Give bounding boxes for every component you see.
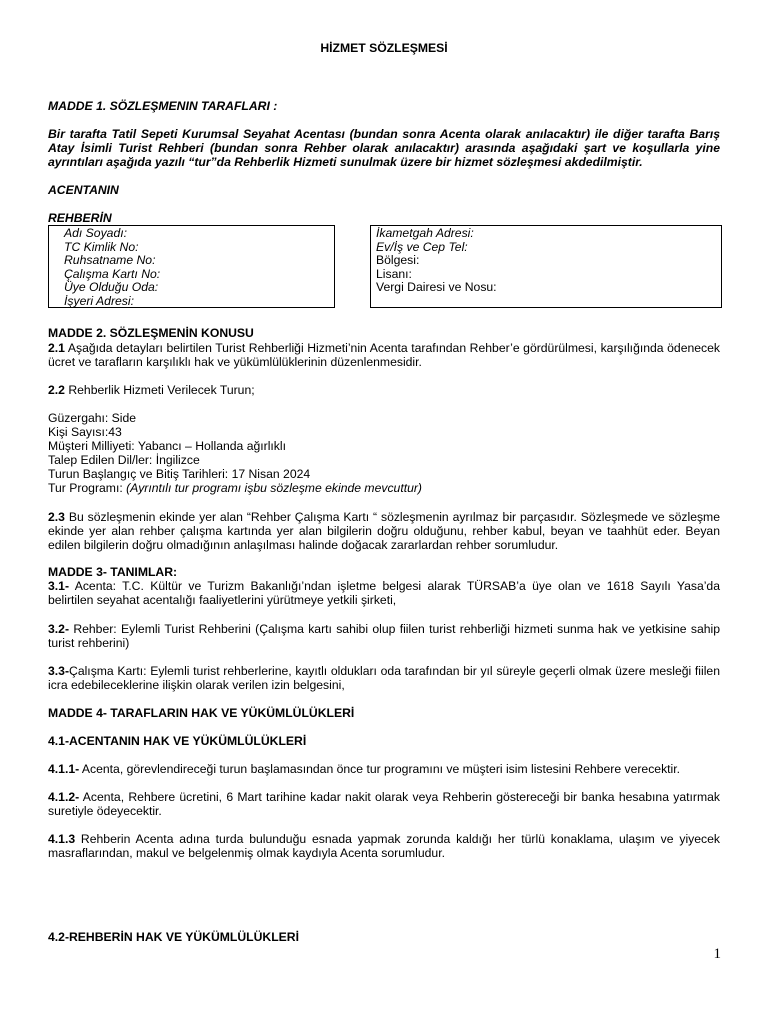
madde4-1-2-number: 4.1.2-: [48, 790, 80, 804]
madde3-2-number: 3.2-: [48, 622, 70, 636]
tour-kisi-sayisi: Kişi Sayısı:43: [48, 425, 122, 439]
tour-details: [48, 411, 720, 495]
adi-soyadi-field: Adı Soyadı:: [64, 226, 128, 240]
madde4-1-3-text: Rehberin Acenta adına turda bulunduğu esnada yapmak zorunda kaldığı her türlü konaklama, ulaşım ve yiyecek masraflarından, makul ve belgelenmiş olmak kaydıyla Acenta sorumludur.: [48, 832, 720, 860]
madde3-3-paragraph: [48, 664, 720, 692]
madde2-3-paragraph: [48, 510, 720, 552]
vergi-dairesi-field: Vergi Dairesi ve Nosu:: [376, 280, 497, 294]
rehberin-label: REHBERİN: [48, 211, 112, 225]
rehber-info-box-left: [48, 225, 335, 308]
telefon-field: Ev/İş ve Cep Tel:: [376, 239, 468, 254]
madde3-2-text: Rehber: Eylemli Turist Rehberini (Çalışma kartı sahibi olup fiilen turist rehberliği hizmeti sunma hak ve yetkisine sahip turist rehberini): [48, 622, 720, 650]
madde2-1-number: 2.1: [48, 341, 65, 355]
madde2-3-text: Bu sözleşmenin ekinde yer alan “Rehber Çalışma Kartı “ sözleşmenin ayrılmaz bir parçasıdır. Sözleşmede ve sözleşme ekinde yer alan rehber çalışma kartında yer alan bilgilerin doğru olduğunu, rehber kabul, beyan ve taahhüt eder. Beyan edilen bilgilerin doğru olmadığının anlaşılması halinde doğacak zararlardan rehber sorumludur.: [48, 510, 720, 552]
tour-milliyet: Müşteri Milliyeti: Yabancı – Hollanda ağırlıklı: [48, 439, 286, 453]
tour-program-note: (Ayrıntılı tur programı işbu sözleşme ekinde mevcuttur): [126, 481, 422, 495]
madde2-heading: MADDE 2. SÖZLEŞMENİN KONUSU: [48, 326, 254, 340]
tc-kimlik-field: TC Kimlik No:: [64, 239, 139, 254]
uye-oda-field: Üye Olduğu Oda:: [64, 280, 159, 294]
rehber-info-box-right: [370, 225, 722, 308]
madde4-1-3-number: 4.1.3: [48, 832, 76, 846]
lisani-field: Lisanı:: [376, 266, 412, 281]
madde1-text: Bir tarafta Tatil Sepeti Kurumsal Seyahat Acentası (bundan sonra Acenta olarak anılacaktır) ile diğer tarafta Barış Atay İsimli Turist Rehberi (bundan sonra Rehber olarak anılacaktır) arasında aşağıdaki şart ve koşullarla yine ayrıntıları aşağıda yazılı “tur”da Rehberlik Hizmeti sunulmak üzere bir hizmet sözleşmesi akdedilmiştir.: [48, 127, 720, 169]
ikametgah-field: İkametgah Adresi:: [376, 226, 474, 240]
madde4-2-subheading: 4.2-REHBERİN HAK VE YÜKÜMLÜLÜKLERİ: [48, 930, 299, 944]
madde3-1-text: Acenta: T.C. Kültür ve Turizm Bakanlığı’ndan işletme belgesi alarak TÜRSAB’a üye olan ve 1618 Sayılı Yasa’da belirtilen seyahat acentalığı faaliyetlerini yürütmeye yetkili şirketi,: [48, 579, 720, 607]
madde2-1-text: Aşağıda detayları belirtilen Turist Rehberliği Hizmeti’nin Acenta tarafından Rehber’e gördürülmesi, karşılığında ödenecek ücret ve tarafların karşılıklı hak ve yükümlülüklerinin düzenlenmesidir.: [48, 341, 720, 369]
page-number: 1: [713, 946, 721, 962]
madde4-1-1-number: 4.1.1-: [48, 762, 80, 776]
calisma-karti-field: Çalışma Kartı No:: [64, 266, 161, 281]
madde4-1-subheading: 4.1-ACENTANIN HAK VE YÜKÜMLÜLÜKLERİ: [48, 734, 307, 748]
madde2-2-text: Rehberlik Hizmeti Verilecek Turun;: [64, 383, 255, 397]
madde4-1-2-text: Acenta, Rehbere ücretini, 6 Mart tarihine kadar nakit olarak veya Rehberin göstereceği bir banka hesabına yatırmak suretiyle ödeyecektir.: [48, 790, 720, 818]
madde4-1-3-paragraph: [48, 832, 720, 860]
madde1-heading: MADDE 1. SÖZLEŞMENIN TARAFLARI :: [48, 99, 278, 113]
document-title: HİZMET SÖZLEŞMESİ: [320, 41, 448, 55]
madde2-2-number: 2.2: [48, 383, 65, 397]
madde4-1-2-paragraph: [48, 790, 720, 818]
madde4-1-1-text: Acenta, görevlendireceği turun başlamasından önce tur programını ve müşteri isim listesini Rehbere verecektir.: [79, 762, 681, 776]
tour-program-label: Tur Programı:: [48, 481, 127, 495]
madde4-1-1-paragraph: [48, 762, 720, 776]
madde3-2-paragraph: [48, 622, 720, 650]
madde3-1-number: 3.1-: [48, 579, 70, 593]
tour-tarih: Turun Başlangıç ve Bitiş Tarihleri: 17 Nisan 2024: [48, 467, 311, 481]
madde4-heading: MADDE 4- TARAFLARIN HAK VE YÜKÜMLÜLÜKLERİ: [48, 706, 355, 720]
madde2-1-paragraph: [48, 341, 720, 369]
bolgesi-field: Bölgesi:: [376, 253, 420, 267]
madde3-heading: MADDE 3- TANIMLAR:: [48, 565, 178, 579]
tour-dil: Talep Edilen Dil/ler: İngilizce: [48, 453, 200, 467]
tour-program: [48, 481, 720, 495]
madde3-3-number: 3.3-: [48, 664, 70, 678]
madde3-1-paragraph: [48, 579, 720, 607]
acentanin-label: ACENTANIN: [48, 183, 119, 197]
ruhsatname-field: Ruhsatname No:: [64, 253, 156, 267]
tour-guzergah: Güzergahı: Side: [48, 411, 137, 425]
madde2-2-paragraph: [48, 383, 720, 397]
madde2-3-number: 2.3: [48, 510, 65, 524]
madde3-3-text: Çalışma Kartı: Eylemli turist rehberlerine, kayıtlı oldukları oda tarafından bir yıl süreyle geçerli olmak üzere mesleği fiilen icra edebileceklerine ilişkin olarak verilen izin belgesini,: [48, 664, 720, 692]
isyeri-adresi-field: İşyeri Adresi:: [64, 293, 134, 308]
